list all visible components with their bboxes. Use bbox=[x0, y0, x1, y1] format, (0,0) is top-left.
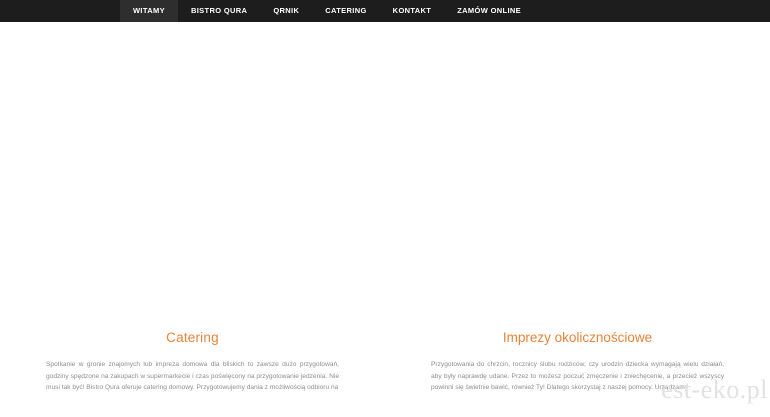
column-imprezy-body: Przygotowania do chrzcin, rocznicy ślubu rodziców, czy urodzin dziecka wymagają wielu działań, aby były naprawdę udane. Przez to możesz poczuć zmęczenie i zniechęcenie, a przecież wszyscy powinni się świetnie bawić, również Ty! Dlatego skorzystaj z naszej pomocy. Urządzamy bbox=[431, 361, 724, 392]
main-navigation bbox=[0, 0, 770, 22]
watermark-text: est-eko.pl bbox=[661, 375, 768, 404]
nav-item-witamy[interactable]: WITAMY bbox=[120, 0, 178, 22]
nav-item-bistro-qura[interactable]: BISTRO QURA bbox=[190, 6, 248, 15]
column-imprezy bbox=[385, 330, 770, 417]
nav-item-qrnik[interactable]: QRNIK bbox=[273, 6, 300, 15]
column-catering bbox=[0, 330, 385, 417]
column-catering-title: Catering bbox=[166, 330, 219, 345]
nav-item-kontakt[interactable]: KONTAKT bbox=[392, 6, 432, 15]
column-imprezy-title: Imprezy okolicznościowe bbox=[502, 330, 653, 345]
content-columns bbox=[0, 330, 770, 417]
nav-item-zamow-online[interactable]: ZAMÓW ONLINE bbox=[457, 6, 522, 15]
column-catering-body: Spotkanie w gronie znajomych lub impreza domowa dla bliskich to zawsze dużo przygotowań, godziny spędzone na zakupach w supermarkecie i czas poświęcony na przygotowanie jedzenia. Nie musi tak być! Bistro Qura oferuje catering domowy. Przygotowujemy dania z możliwością odbioru na bbox=[46, 361, 339, 392]
hero-blank-area bbox=[0, 22, 770, 322]
nav-item-catering[interactable]: CATERING bbox=[325, 6, 367, 15]
